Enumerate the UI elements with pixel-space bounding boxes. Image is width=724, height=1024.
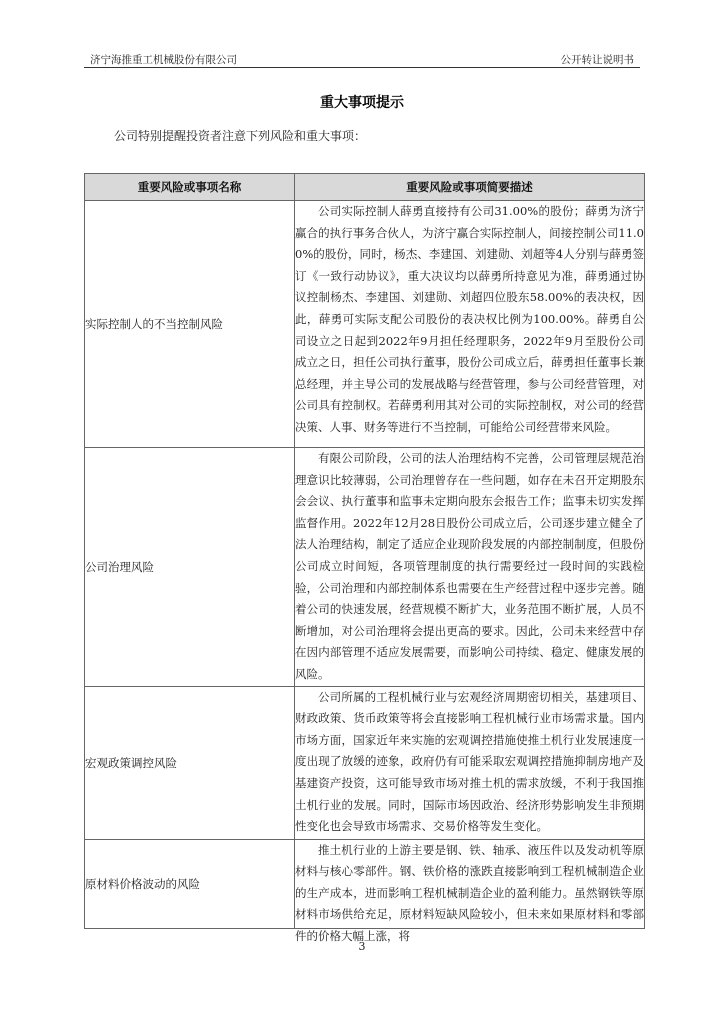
risk-description-cell <box>295 839 645 943</box>
risk-table <box>84 173 645 943</box>
table-row <box>85 448 645 687</box>
page-title: 重大事项提示 <box>320 95 404 111</box>
header-risk-desc: 重要风险或事项简要描述 <box>295 174 645 201</box>
header-doc-type: 公开转让说明书 <box>560 54 634 66</box>
header-risk-name: 重要风险或事项名称 <box>85 174 295 201</box>
header-company: 济宁海推重工机械股份有限公司 <box>90 54 237 66</box>
table-row <box>85 839 645 928</box>
intro-text: 公司特别提醒投资者注意下列风险和重大事项： <box>114 129 367 143</box>
risk-description: 公司实际控制人薛勇直接持有公司31.00%的股份；薛勇为济宁赢合的执行事务合伙人，为济宁赢合实际控制人，间接控制公司11.00%的股份，同时，杨杰、李建国、刘建勋、刘超等4人分别与薛勇签订《一致行动协议》，重大决议均以薛勇所持意见为准，薛勇通过协议控制杨杰、李建国、刘建勋、刘超四位股东58.00%的表决权，因此，薛勇可实际支配公司股份的表决权比例为100.00%。薛勇自公司设立之日起到2022年9月担任经理职务，2022年9月至股份公司成立之日，担任公司执行董事，股份公司成立后，薛勇担任董事长兼总经理，并主导公司的发展战略与经营管理，参与公司经营管理，对公司具有控制权。若薛勇利用其对公司的实际控制权，对公司的经营决策、人事、财务等进行不当控制，可能给公司经营带来风险。 <box>295 201 645 448</box>
risk-description: 有限公司阶段，公司的法人治理结构不完善，公司管理层规范治理意识比较薄弱，公司治理曾存在一些问题，如存在未召开定期股东会会议、执行董事和监事未定期向股东会报告工作；监事未切实发挥监督作用。2022年12月28日股份公司成立后，公司逐步建立健全了法人治理结构，制定了适应企业现阶段发展的内部控制制度，但股份公司成立时间短，各项管理制度的执行需要经过一段时间的实践检验，公司治理和内部控制体系也需要在生产经营过程中逐步完善。随着公司的快速发展，经营规模不断扩大，业务范围不断扩展，人员不断增加，对公司治理将会提出更高的要求。因此，公司未来经营中存在因内部管理不适应发展需要，而影响公司持续、稳定、健康发展的风险。 <box>295 448 645 687</box>
risk-name: 原材料价格波动的风险 <box>85 839 295 928</box>
risk-name: 公司治理风险 <box>85 448 295 687</box>
page-number: 3 <box>358 940 366 953</box>
risk-description: 推土机行业的上游主要是钢、铁、轴承、液压件以及发动机等原材料与核心零部件。钢、铁价格的涨跌直接影响到工程机械制造企业的生产成本，进而影响工程机械制造企业的盈利能力。虽然钢铁等原材料市场供给充足，原材料短缺风险较小，但未来如果原材料和零部件的价格大幅上涨，将 <box>295 842 644 943</box>
risk-description: 公司所属的工程机械行业与宏观经济周期密切相关，基建项目、财政政策、货币政策等将会直接影响工程机械行业市场需求量。国内市场方面，国家近年来实施的宏观调控措施使推土机行业发展速度一度出现了放缓的迹象，政府仍有可能采取宏观调控措施抑制房地产及基建资产投资，这可能导致市场对推土机的需求放缓，不利于我国推土机行业的发展。同时，国际市场因政治、经济形势影响发生非预期性变化也会导致市场需求、交易价格等发生变化。 <box>295 686 645 839</box>
table-row <box>85 201 645 448</box>
page-header <box>84 50 640 68</box>
risk-name: 实际控制人的不当控制风险 <box>85 201 295 448</box>
table-row <box>85 686 645 839</box>
header-divider <box>84 67 640 68</box>
risk-name: 宏观政策调控风险 <box>85 686 295 839</box>
table-header-row <box>85 174 645 201</box>
